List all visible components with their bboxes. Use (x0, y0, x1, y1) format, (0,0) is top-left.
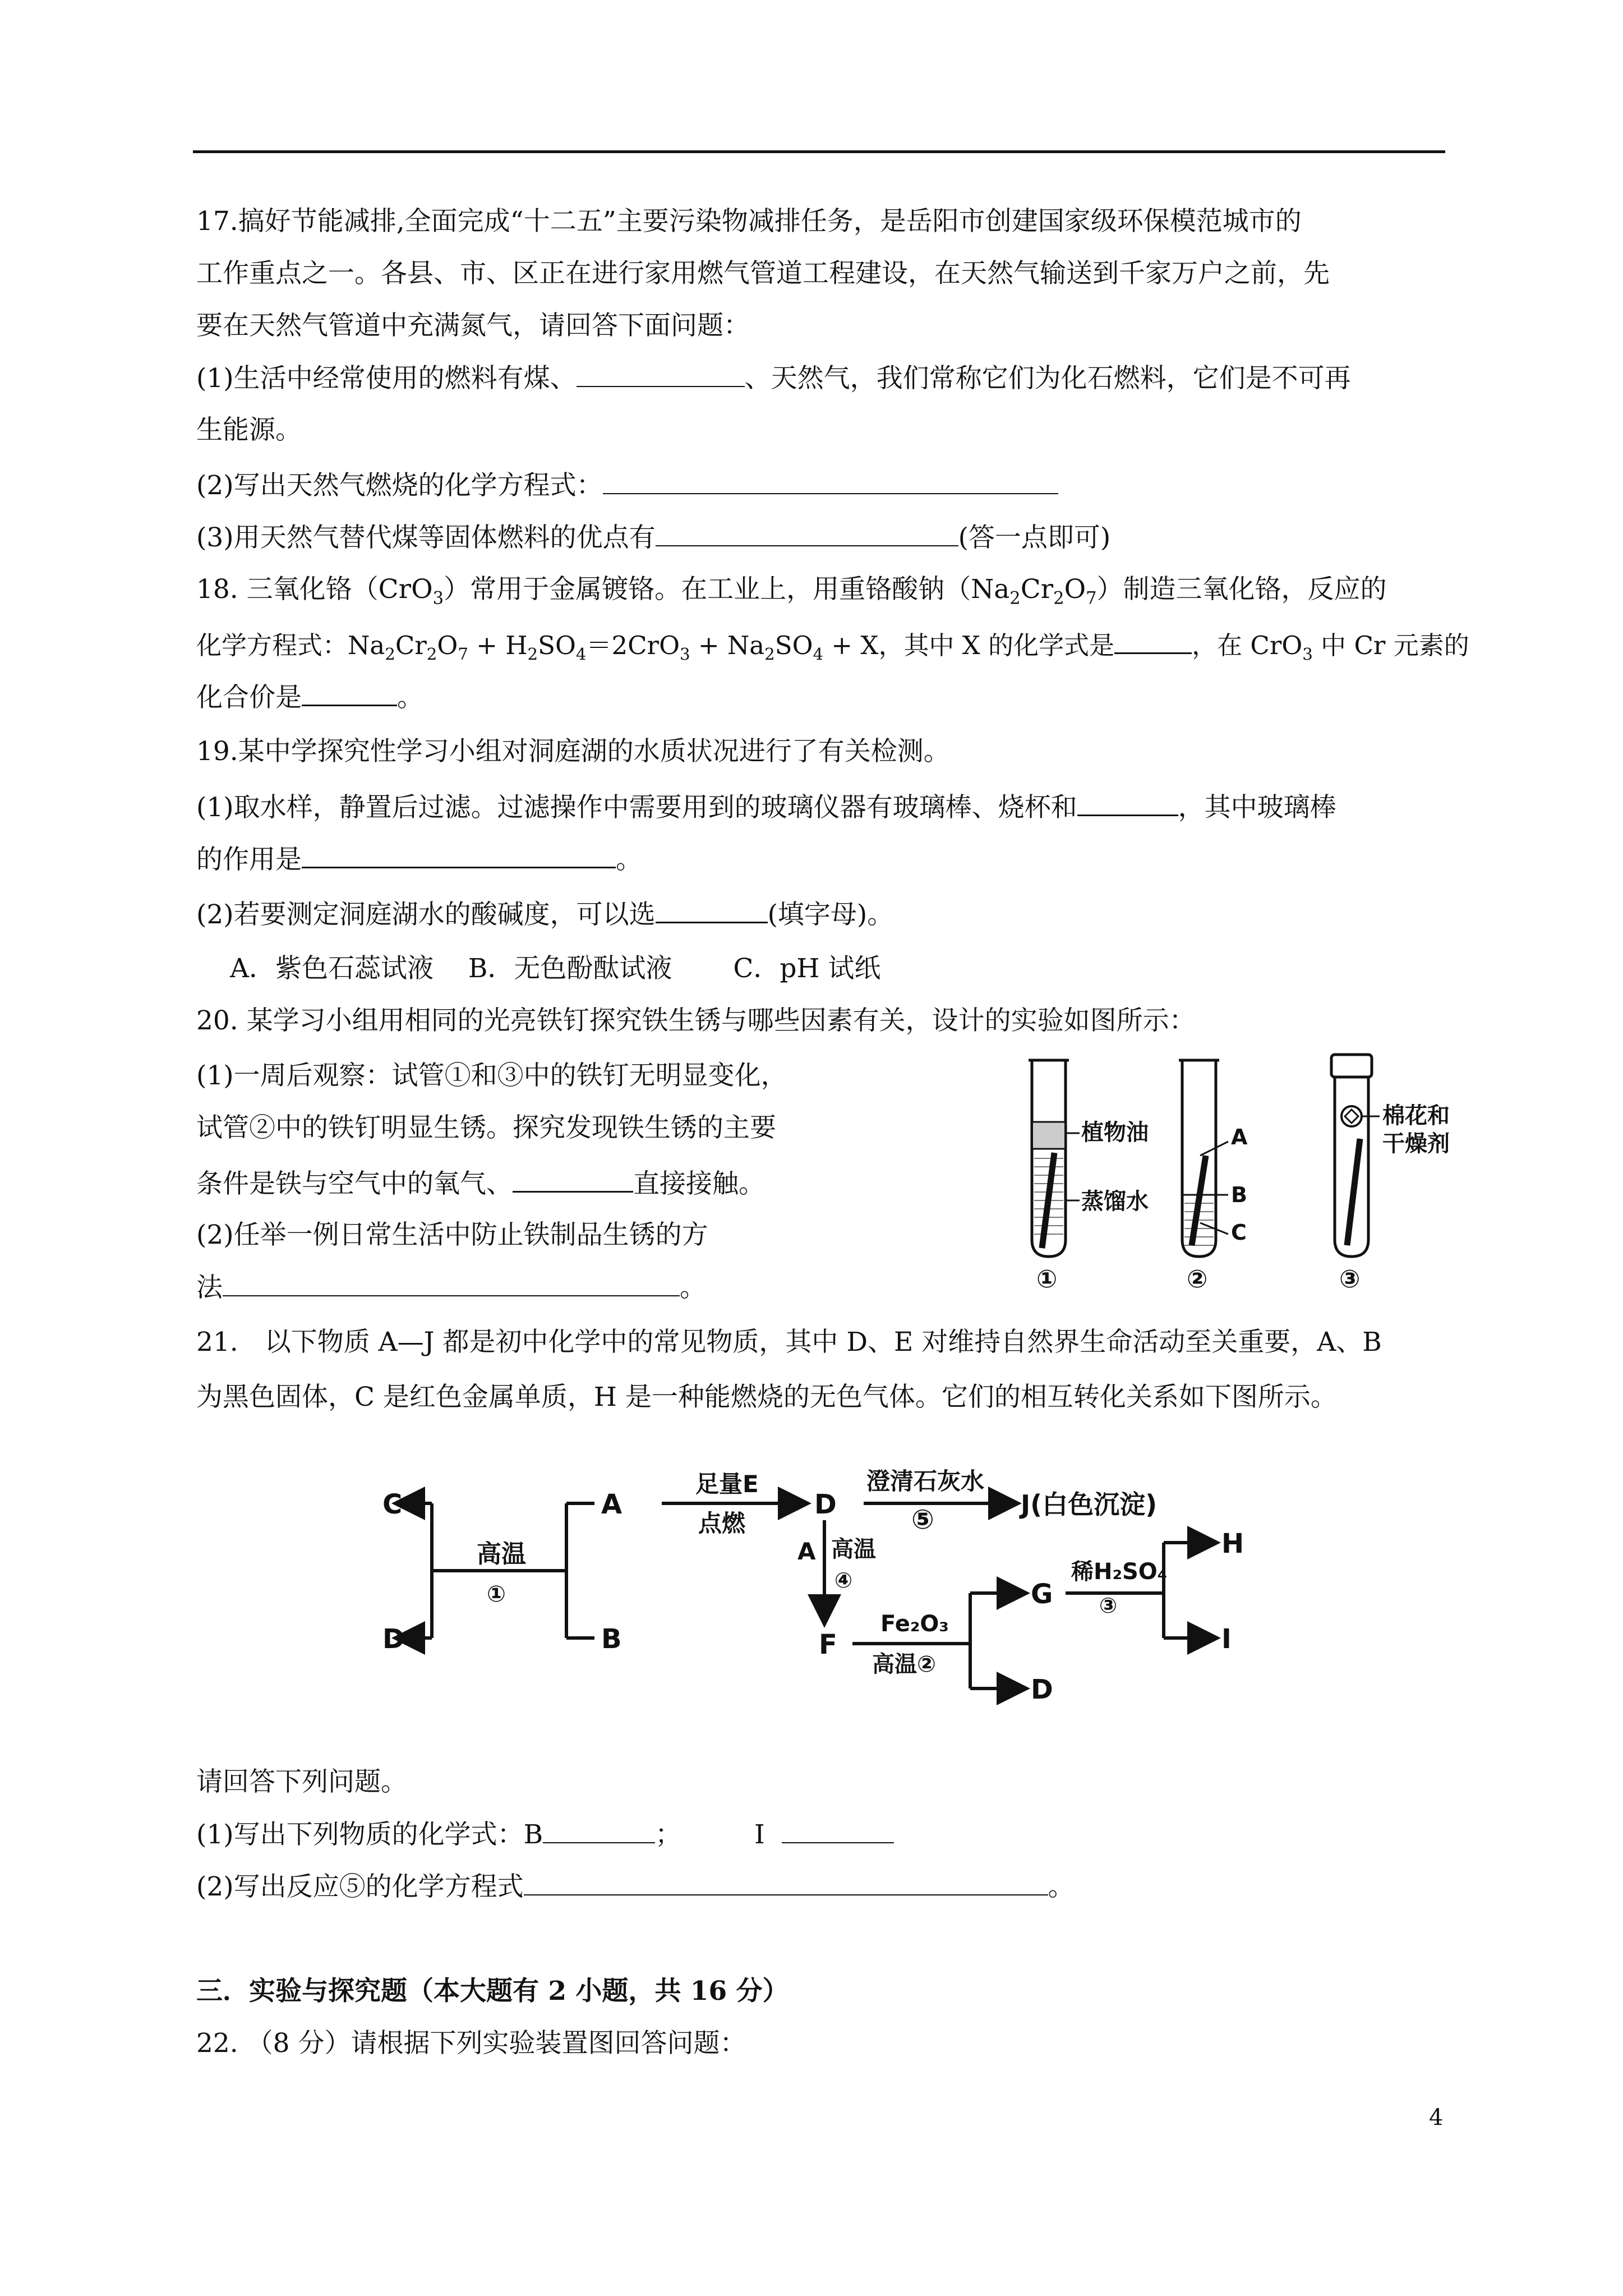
q18-line3: 化合价是 。 (196, 680, 423, 715)
q20-part1-a: (1)一周后观察：试管①和③中的铁钉无明显变化， (196, 1060, 787, 1091)
q17-line1: 17.搞好节能减排,全面完成“十二五”主要污染物减排任务，是岳阳市创建国家级环保模范城市的 (196, 206, 1302, 237)
q20-line1: 20. 某学习小组用相同的光亮铁钉探究铁生锈与哪些因素有关，设计的实验如图所示： (196, 1005, 1196, 1036)
node-J: J(白色沉淀) (1021, 1489, 1158, 1520)
q18-line2: 化学方程式：$Na_2Cr_2O_7 + H_2SO_4=2CrO_3 + Na_2SO_4 + X$，其中 X 的化学式是 ，在 CrO$_3$ 中 Cr 元素的 (196, 628, 1469, 671)
answer-blank[interactable] (1114, 628, 1192, 654)
label-water: 蒸馏水 (1081, 1189, 1149, 1214)
cond-ignite: 点燃 (698, 1510, 746, 1537)
reaction-3: ③ (1099, 1593, 1118, 1618)
page-number: 4 (1429, 2105, 1444, 2131)
answer-blank[interactable] (513, 1166, 633, 1193)
label-C: C (1231, 1220, 1247, 1245)
label-A2: A (797, 1538, 816, 1565)
test-tube-figure (1009, 1055, 1475, 1296)
q21-line2: 为黑色固体，C 是红色金属单质，H 是一种能燃烧的无色气体。它们的相互转化关系如下图所示。 (196, 1382, 1337, 1412)
reaction-5: ⑤ (911, 1504, 934, 1535)
answer-blank[interactable] (656, 521, 958, 546)
node-F: F (819, 1629, 837, 1660)
q20-part2-a: (2)任举一例日常生活中防止铁制品生锈的方 (196, 1220, 708, 1250)
reaction-1: ① (487, 1581, 506, 1607)
cond-gaowen2: 高温 (831, 1536, 876, 1562)
label-cotton-2: 干燥剂 (1382, 1131, 1450, 1157)
q21-part1: (1)写出下列物质的化学式：B ； I (196, 1818, 894, 1852)
answer-blank[interactable] (656, 897, 768, 923)
q19-part1: (1)取水样，静置后过滤。过滤操作中需要用到的玻璃仪器有玻璃棒、烧杯和 ，其中玻璃棒 (196, 790, 1336, 825)
q20-part1-b: 试管②中的铁钉明显生锈。探究发现铁生锈的主要 (196, 1112, 776, 1143)
node-D2: D (814, 1489, 837, 1520)
q17-part1: (1)生活中经常使用的燃料有煤、 、天然气，我们常称它们为化石燃料，它们是不可再 (196, 361, 1351, 395)
answer-blank[interactable] (603, 468, 1058, 494)
q19-line1: 19.某中学探究性学习小组对洞庭湖的水质状况进行了有关检测。 (196, 736, 950, 767)
q21-reaction-diagram (370, 1453, 1279, 1705)
iron-nail (1192, 1156, 1206, 1245)
q17-line2: 工作重点之一。各县、市、区正在进行家用燃气管道工程建设，在天然气输送到千家万户之前，先 (196, 258, 1330, 289)
test-tube-2 (1179, 1060, 1219, 1257)
node-D3: D (1031, 1674, 1053, 1705)
node-A: A (601, 1489, 623, 1520)
cond-dilute-h2so4: 稀H₂SO₄ (1071, 1559, 1168, 1585)
cond-gaowen: 高温 (477, 1540, 526, 1568)
test-tube-3 (1331, 1055, 1372, 1257)
q21-line1: 21. 以下物质 A—J 都是初中化学中的常见物质，其中 D、E 对维持自然界生命活动至关重要，A、B (196, 1327, 1382, 1358)
cond-limewater: 澄清石灰水 (866, 1467, 985, 1495)
node-I: I (1221, 1623, 1232, 1655)
section-3-heading: 三．实验与探究题（本大题有 2 小题，共 16 分） (196, 1976, 789, 2007)
header-rule (193, 150, 1445, 153)
q22-line: 22. （8 分）请根据下列实验装置图回答问题： (196, 2028, 746, 2059)
q18-line1: 18. 三氧化铬（CrO$_3$）常用于金属镀铬。在工业上，用重铬酸钠$(Na_2Cr_2O_7)$制造三氧化铬，反应的 (196, 574, 1387, 609)
q21-ask: 请回答下列问题。 (196, 1766, 407, 1797)
q17-part2: (2)写出天然气燃烧的化学方程式： (196, 468, 1058, 503)
answer-blank[interactable] (302, 680, 397, 706)
answer-blank[interactable] (223, 1271, 680, 1296)
test-tube-1 (1029, 1060, 1069, 1257)
label-A: A (1231, 1125, 1248, 1149)
q21-part2: (2)写出反应⑤的化学方程式 。 (196, 1870, 1075, 1904)
label-oil: 植物油 (1081, 1120, 1149, 1145)
label-B: B (1231, 1182, 1247, 1207)
cond-fe2o3: Fe₂O₃ (880, 1611, 949, 1637)
answer-blank[interactable] (524, 1870, 1048, 1895)
q20-part2-b: 法 。 (196, 1271, 706, 1305)
answer-blank[interactable] (302, 842, 616, 868)
answer-blank[interactable] (577, 361, 745, 387)
q19-part2: (2)若要测定洞庭湖水的酸碱度，可以选 (填字母)。 (196, 897, 893, 932)
q19-options: A．紫色石蕊试液 B．无色酚酞试液 C．pH 试纸 (230, 953, 881, 984)
q17-part1-cont: 生能源。 (196, 415, 302, 445)
q17-line3: 要在天然气管道中充满氮气，请回答下面问题： (196, 310, 750, 341)
q17-part3: (3)用天然气替代煤等固体燃料的优点有 (答一点即可) (196, 521, 1110, 555)
label-cotton-1: 棉花和 (1382, 1103, 1450, 1129)
tube-2-number: ② (1187, 1265, 1208, 1294)
iron-nail (1347, 1139, 1360, 1245)
q20-part1-c: 条件是铁与空气中的氧气、 直接接触。 (196, 1166, 765, 1201)
node-G: G (1031, 1579, 1053, 1610)
answer-blank[interactable] (1077, 790, 1178, 816)
node-D: D (382, 1623, 405, 1655)
node-B: B (601, 1623, 622, 1655)
tube-1-number: ① (1036, 1265, 1058, 1294)
answer-blank[interactable] (543, 1818, 655, 1843)
tube-3-number: ③ (1339, 1265, 1361, 1294)
cond-gaowen3: 高温② (872, 1651, 936, 1677)
answer-blank[interactable] (782, 1818, 894, 1843)
cond-excess-E: 足量E (695, 1470, 759, 1498)
q19-part1-cont: 的作用是 。 (196, 842, 642, 877)
node-C: C (382, 1489, 403, 1520)
node-H: H (1221, 1528, 1244, 1559)
reaction-4: ④ (834, 1568, 853, 1593)
